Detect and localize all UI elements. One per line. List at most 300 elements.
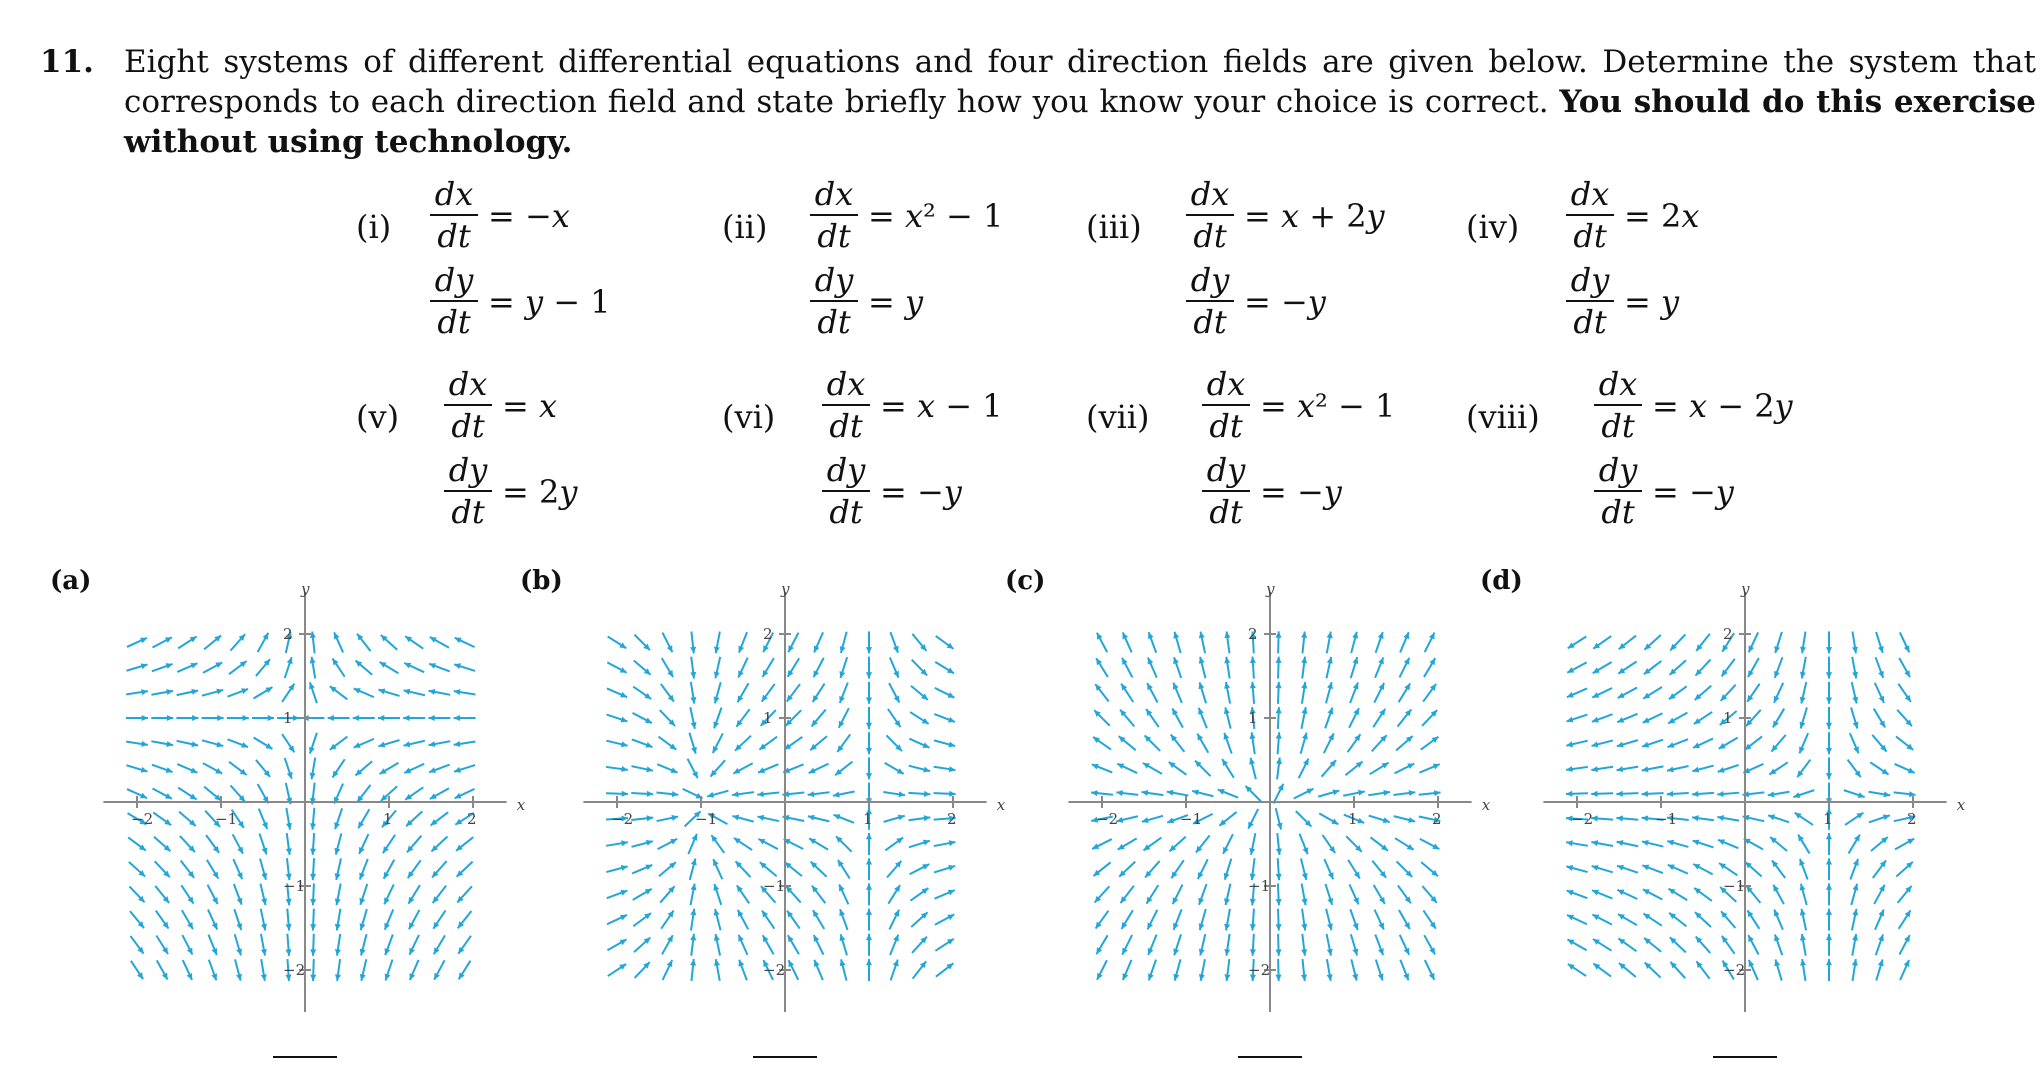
field-arrow (909, 766, 930, 773)
field-arrow (888, 885, 900, 904)
field-arrow (182, 910, 193, 929)
field-arrow (1774, 683, 1783, 703)
field-arrow (334, 808, 342, 829)
field-arrow (334, 632, 343, 652)
field-arrow (130, 936, 143, 954)
field-arrow (889, 910, 899, 930)
field-arrow (1372, 735, 1387, 751)
field-arrow (234, 909, 242, 930)
field-arrow (254, 687, 273, 698)
y-tick-label: −2 (763, 961, 786, 979)
field-arrow (309, 733, 317, 754)
field-arrow (455, 789, 475, 798)
field-arrow (360, 959, 367, 980)
equation-rhs: = −y (880, 473, 962, 511)
field-arrow (1800, 632, 1806, 654)
field-arrow (1899, 658, 1910, 677)
field-arrow (1876, 934, 1884, 955)
field-arrow (1419, 790, 1441, 796)
field-arrow (1326, 909, 1333, 930)
field-arrow (890, 632, 898, 653)
field-arrow (813, 684, 825, 702)
field-arrow (1351, 632, 1358, 653)
field-arrow (814, 632, 823, 652)
field-arrow (1148, 658, 1157, 678)
field-arrow (631, 766, 653, 772)
field-arrow (1693, 840, 1714, 848)
system-3 (1086, 176, 1386, 346)
field-arrow (1896, 736, 1913, 750)
field-arrow (608, 964, 626, 976)
field-arrow (1093, 737, 1111, 750)
field-arrow (234, 884, 242, 905)
field-arrow (763, 935, 774, 954)
field-arrow (1092, 764, 1112, 773)
system-5 (356, 366, 656, 536)
field-arrow (1119, 736, 1136, 750)
field-arrow (1774, 909, 1783, 929)
answer-blank[interactable] (1713, 1056, 1777, 1058)
field-arrow (1617, 865, 1638, 873)
field-arrow (632, 713, 651, 723)
field-arrow (1826, 707, 1832, 729)
equation-rhs: = x + 2y (1244, 197, 1385, 235)
field-arrow (809, 764, 829, 773)
field-arrow (1167, 790, 1189, 796)
field-arrow (1145, 861, 1159, 878)
field-arrow (1567, 688, 1587, 697)
field-arrow (656, 791, 678, 797)
field-arrow (1173, 934, 1181, 955)
field-arrow (381, 635, 397, 650)
plot-label: (a) (50, 566, 92, 596)
field-arrow (258, 633, 269, 652)
x-tick-label: −1 (695, 810, 718, 828)
y-axis-label: y (301, 580, 310, 598)
y-tick-label: 2 (1248, 625, 1258, 643)
field-arrow (1593, 963, 1611, 976)
field-arrow (282, 684, 294, 702)
field-arrow (1143, 763, 1162, 774)
field-arrow (1425, 633, 1435, 653)
field-arrow (228, 739, 249, 747)
field-arrow (707, 791, 728, 798)
field-arrow (1275, 631, 1281, 653)
field-arrow (156, 911, 169, 929)
field-arrow (1670, 962, 1685, 978)
field-arrow (1768, 814, 1789, 822)
field-arrow (1696, 961, 1709, 979)
field-arrow (784, 839, 804, 849)
field-arrow (1591, 791, 1613, 797)
denominator: dt (1193, 303, 1227, 341)
field-arrow (1245, 786, 1261, 802)
field-arrow (235, 934, 242, 955)
field-arrow (1799, 859, 1807, 880)
field-arrow (1592, 740, 1613, 747)
field-arrow (690, 909, 696, 931)
field-arrow (1249, 833, 1255, 855)
field-arrow (1694, 712, 1712, 724)
field-arrow (1424, 658, 1435, 677)
field-arrow (1566, 766, 1588, 772)
x-tick-label: 2 (947, 810, 957, 828)
field-arrow (713, 733, 723, 753)
field-arrow (1692, 791, 1714, 797)
equation-rhs: = 2x (1624, 197, 1700, 235)
field-arrow (1301, 682, 1307, 704)
field-arrow (1145, 735, 1161, 751)
field-arrow (887, 861, 901, 878)
field-arrow (1116, 816, 1137, 823)
field-arrow (358, 809, 369, 828)
field-arrow (1800, 884, 1807, 905)
numerator: dy (826, 451, 866, 489)
field-arrow (179, 812, 196, 826)
field-arrow (1876, 632, 1884, 653)
field-arrow (1826, 959, 1832, 981)
denominator: dt (1573, 217, 1607, 255)
field-arrow (1275, 934, 1281, 956)
denominator: dt (1601, 407, 1635, 445)
field-arrow (1670, 937, 1686, 952)
field-arrow (1399, 910, 1410, 929)
system-1 (356, 176, 656, 346)
numerator: dx (1570, 175, 1610, 213)
field-arrow (1795, 813, 1813, 825)
field-arrow (1826, 631, 1832, 653)
field-arrow (1248, 809, 1258, 829)
field-arrow (1346, 836, 1362, 852)
field-arrow (839, 909, 847, 930)
field-arrow (1800, 934, 1806, 956)
field-arrow (738, 632, 747, 652)
field-arrow (732, 815, 753, 822)
field-arrow (405, 636, 423, 649)
field-arrow (1399, 658, 1409, 678)
field-arrow (1322, 835, 1335, 853)
field-arrow (1774, 657, 1782, 678)
answer-blank[interactable] (273, 1056, 337, 1058)
field-arrow (1749, 632, 1758, 652)
field-arrow (286, 909, 292, 931)
equation-rhs: = x² − 1 (868, 197, 1004, 235)
answer-blank[interactable] (753, 1056, 817, 1058)
field-arrow (434, 960, 444, 979)
field-arrow (1199, 934, 1206, 955)
fraction-bar (444, 490, 492, 492)
field-arrow (885, 838, 903, 851)
field-arrow (1566, 865, 1587, 872)
field-arrow (634, 937, 650, 952)
numerator: dx (814, 175, 854, 213)
field-arrow (1318, 789, 1339, 796)
field-arrow (1869, 791, 1891, 797)
field-arrow (713, 708, 721, 729)
field-arrow (866, 707, 872, 729)
field-arrow (1324, 859, 1333, 879)
field-arrow (1097, 960, 1107, 980)
field-arrow (1852, 959, 1858, 981)
field-arrow (1198, 859, 1208, 879)
field-arrow (1250, 657, 1256, 679)
field-arrow (335, 934, 341, 956)
field-arrow (1374, 683, 1384, 703)
field-arrow (1872, 735, 1886, 752)
field-arrow (1395, 763, 1415, 773)
field-arrow (332, 759, 344, 777)
field-arrow (738, 683, 749, 702)
numerator: dx (1598, 365, 1638, 403)
field-arrow (866, 732, 872, 754)
field-arrow (410, 960, 419, 980)
field-arrow (1091, 790, 1113, 796)
field-arrow (355, 660, 372, 674)
x-axis-label: x (996, 796, 1006, 814)
field-arrow (1619, 636, 1636, 650)
field-arrow (1844, 790, 1865, 798)
field-arrow (310, 758, 316, 780)
field-arrow (330, 686, 348, 699)
denominator: dt (1209, 493, 1243, 531)
field-arrow (1799, 733, 1808, 753)
field-arrow (714, 934, 720, 956)
field-arrow (378, 715, 400, 721)
field-arrow (1845, 813, 1863, 825)
field-arrow (633, 913, 651, 926)
equation-rhs: = x − 1 (880, 387, 1003, 425)
field-arrow (839, 683, 848, 703)
field-arrow (935, 688, 955, 698)
field-arrow (1093, 862, 1110, 876)
field-arrow (1195, 761, 1211, 777)
field-arrow (1375, 910, 1384, 930)
field-arrow (335, 884, 341, 906)
field-arrow (1396, 736, 1413, 750)
field-arrow (1301, 884, 1307, 906)
field-arrow (1301, 733, 1308, 754)
field-arrow (1616, 815, 1638, 821)
field-arrow (910, 864, 930, 874)
field-arrow (1423, 684, 1436, 702)
field-arrow (1249, 758, 1256, 779)
field-arrow (714, 959, 720, 981)
field-arrow (1643, 713, 1663, 722)
field-arrow (1419, 764, 1439, 773)
field-arrow (1325, 884, 1333, 905)
field-arrow (1173, 959, 1180, 980)
field-arrow (1199, 682, 1207, 703)
field-arrow (1693, 864, 1712, 874)
field-arrow (1772, 860, 1785, 878)
field-arrow (1351, 934, 1358, 955)
field-arrow (429, 689, 451, 695)
numerator: dy (1570, 261, 1610, 299)
equation-rhs: = −x (488, 197, 570, 235)
field-arrow (1327, 959, 1333, 981)
field-arrow (430, 788, 449, 799)
field-arrow (378, 740, 399, 747)
field-arrow (606, 741, 627, 748)
direction-field-c (1005, 580, 1491, 1020)
field-arrow (1276, 808, 1283, 829)
field-arrow (1642, 791, 1664, 797)
field-arrow (385, 934, 393, 955)
system-label: (vii) (1086, 398, 1150, 436)
field-arrow (606, 840, 628, 846)
field-arrow (1374, 885, 1385, 904)
field-arrow (1276, 757, 1282, 779)
field-arrow (1591, 840, 1613, 846)
field-arrow (1224, 859, 1232, 880)
system-label: (iv) (1466, 208, 1520, 246)
y-tick-label: −2 (1723, 961, 1746, 979)
field-arrow (1376, 960, 1384, 981)
field-arrow (334, 784, 343, 804)
field-arrow (1800, 959, 1806, 981)
field-arrow (1370, 837, 1387, 850)
field-arrow (811, 862, 827, 877)
field-arrow (1394, 816, 1415, 823)
field-arrow (1095, 684, 1108, 701)
field-arrow (152, 765, 173, 773)
field-arrow (456, 837, 473, 851)
field-arrow (229, 762, 247, 775)
y-tick-label: −2 (1248, 961, 1271, 979)
field-arrow (1223, 834, 1233, 854)
field-arrow (126, 715, 148, 721)
field-arrow (1173, 885, 1183, 905)
x-tick-label: −1 (1655, 810, 1678, 828)
field-arrow (177, 764, 197, 773)
field-arrow (1199, 657, 1206, 678)
field-arrow (866, 934, 872, 956)
field-arrow (757, 791, 779, 797)
field-arrow (1826, 934, 1832, 956)
field-arrow (1616, 791, 1638, 797)
field-arrow (866, 682, 872, 704)
field-arrow (1250, 732, 1256, 754)
field-arrow (711, 835, 724, 853)
field-arrow (354, 739, 374, 748)
field-arrow (1899, 910, 1911, 929)
field-arrow (1747, 684, 1760, 702)
field-arrow (1668, 889, 1687, 900)
field-arrow (1372, 861, 1386, 878)
field-arrow (254, 738, 273, 749)
field-arrow (788, 935, 799, 954)
field-arrow (334, 833, 341, 854)
field-arrow (1147, 683, 1157, 702)
field-arrow (1400, 935, 1409, 955)
field-arrow (1617, 890, 1637, 899)
field-arrow (633, 889, 652, 900)
field-arrow (1826, 682, 1832, 704)
field-arrow (1592, 865, 1613, 872)
field-arrow (1722, 659, 1735, 677)
field-arrow (1198, 884, 1206, 905)
field-arrow (332, 658, 344, 676)
denominator: dt (437, 303, 471, 341)
field-arrow (1370, 763, 1389, 775)
field-arrow (384, 860, 395, 879)
field-arrow (687, 759, 697, 778)
field-arrow (935, 939, 953, 951)
field-arrow (335, 909, 341, 931)
field-arrow (310, 934, 316, 956)
field-arrow (1375, 935, 1383, 956)
field-arrow (261, 934, 267, 956)
field-arrow (429, 765, 450, 773)
field-arrow (1669, 686, 1687, 699)
denominator: dt (1193, 217, 1227, 255)
fraction-bar (1186, 300, 1234, 302)
field-arrow (1874, 885, 1885, 904)
x-tick-label: 2 (467, 810, 477, 828)
field-arrow (409, 935, 419, 955)
field-arrow (1618, 938, 1636, 951)
field-arrow (866, 883, 872, 905)
field-arrow (1695, 686, 1712, 700)
field-arrow (689, 733, 696, 754)
field-arrow (131, 961, 143, 979)
field-arrow (1851, 884, 1858, 905)
fraction-bar (1186, 214, 1234, 216)
field-arrow (1800, 909, 1806, 931)
field-arrow (1224, 909, 1230, 931)
field-arrow (1096, 935, 1107, 954)
field-arrow (710, 760, 725, 776)
field-arrow (814, 960, 823, 980)
field-arrow (1642, 766, 1664, 772)
field-arrow (285, 758, 293, 779)
field-arrow (1566, 840, 1588, 846)
field-arrow (282, 734, 294, 752)
field-arrow (1873, 860, 1886, 878)
system-label: (iii) (1086, 208, 1142, 246)
field-arrow (662, 658, 673, 677)
field-arrow (1368, 790, 1390, 796)
field-arrow (178, 788, 197, 800)
field-arrow (310, 959, 316, 981)
answer-blank[interactable] (1238, 1056, 1302, 1058)
field-arrow (310, 883, 316, 905)
field-arrow (1122, 935, 1132, 955)
field-arrow (1644, 661, 1661, 674)
system-6 (722, 366, 1022, 536)
equation-rhs: = −y (1652, 473, 1734, 511)
numerator: dy (448, 451, 488, 489)
field-arrow (1393, 790, 1415, 796)
y-axis-label: y (781, 580, 790, 598)
direction-field-d (1480, 580, 1966, 1020)
field-arrow (690, 959, 696, 981)
field-arrow (1643, 889, 1662, 899)
field-arrow (1395, 838, 1414, 850)
field-arrow (454, 715, 476, 721)
field-arrow (1276, 909, 1282, 931)
x-tick-label: −2 (131, 810, 154, 828)
field-arrow (736, 709, 749, 727)
field-arrow (661, 911, 673, 929)
numerator: dy (434, 261, 474, 299)
field-arrow (1327, 934, 1333, 956)
field-arrow (157, 960, 168, 979)
field-arrow (1618, 661, 1636, 673)
field-arrow (403, 715, 425, 721)
field-arrow (1875, 683, 1884, 703)
field-arrow (233, 859, 242, 879)
